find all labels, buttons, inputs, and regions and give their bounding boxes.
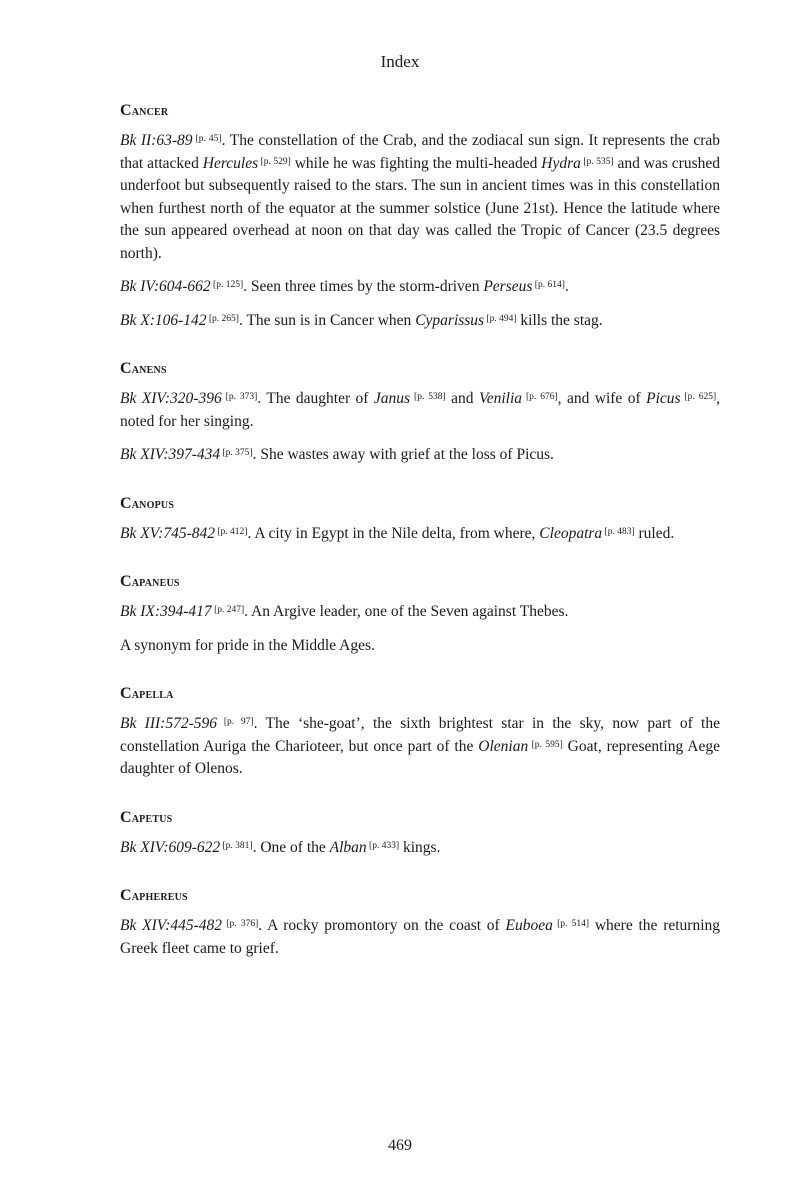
entry-paragraph xyxy=(120,388,720,433)
page-reference-link[interactable]: [p. 676] xyxy=(522,392,558,402)
index-entry xyxy=(120,101,720,332)
page-reference-link[interactable]: [p. 265] xyxy=(206,313,239,324)
italic-term: Cyparissus xyxy=(415,311,485,329)
body-text: and xyxy=(445,390,479,407)
italic-term: Perseus xyxy=(483,278,533,295)
page-reference-link[interactable]: [p. 45] xyxy=(192,134,222,144)
body-text: . Seen three times by the storm-driven xyxy=(243,278,484,295)
page-reference-link[interactable]: [p. 595] xyxy=(528,739,563,750)
body-text: . She wastes away with grief at the loss of Picus. xyxy=(252,446,554,463)
page-reference-link[interactable]: [p. 373] xyxy=(221,392,258,402)
index-entry xyxy=(120,886,720,960)
body-text: Goat, representing Aege daughter of Olenos. xyxy=(120,737,720,777)
body-text: , and wife of xyxy=(557,390,647,407)
page-reference-link[interactable]: [p. 381] xyxy=(220,840,253,851)
italic-term: Janus xyxy=(373,390,411,407)
italic-term: Bk XIV:397-434 xyxy=(120,446,221,463)
entry-title: Capella xyxy=(120,685,174,702)
body-text: . A city in Egypt in the Nile delta, from where, xyxy=(247,524,540,542)
italic-term: Hydra xyxy=(541,154,581,172)
entry-title: Capetus xyxy=(120,808,173,826)
page-number: 469 xyxy=(388,1137,412,1154)
page-reference-link[interactable]: [p. 538] xyxy=(410,392,446,402)
page-reference-link[interactable]: [p. 125] xyxy=(210,280,244,290)
body-text: , noted for her singing. xyxy=(120,390,721,430)
index-entry xyxy=(120,684,720,781)
entry-paragraph xyxy=(120,523,720,546)
body-text: and was crushed underfoot but subsequently raised to the stars. The sun in ancient times was in this constellation when furthest north of the equator at the summer solstice (June 21st). Hence the latitude where the sun appeared overhead at noon on that day was called the Tropic of Cancer (23.5 degrees north). xyxy=(120,154,721,262)
entry-paragraph xyxy=(120,915,720,960)
entry-paragraph xyxy=(120,276,720,299)
body-text: kills the stag. xyxy=(516,311,603,329)
body-text: A synonym for pride in the Middle Ages. xyxy=(120,636,375,654)
entry-paragraph xyxy=(120,713,720,781)
body-text: ruled. xyxy=(634,524,675,542)
body-text: while he was fighting the multi-headed xyxy=(290,154,542,172)
italic-term: Olenian xyxy=(478,737,529,755)
entry-title: Canopus xyxy=(120,494,175,512)
italic-term: Bk X:106-142 xyxy=(120,311,207,329)
page-reference-link[interactable]: [p. 247] xyxy=(211,605,245,615)
italic-term: Alban xyxy=(329,838,367,856)
index-entry xyxy=(120,494,720,546)
page-reference-link[interactable]: [p. 625] xyxy=(680,392,717,402)
entry-title: Cancer xyxy=(120,102,169,119)
page-reference-link[interactable]: [p. 97] xyxy=(216,717,254,727)
entry-paragraph xyxy=(120,310,720,333)
page-reference-link[interactable]: [p. 514] xyxy=(552,919,590,929)
body-text: . The sun is in Cancer when xyxy=(238,311,416,329)
index-entry xyxy=(120,808,720,860)
body-text: kings. xyxy=(399,838,441,856)
italic-term: Bk II:63-89 xyxy=(120,132,193,149)
body-text: . xyxy=(564,278,569,295)
italic-term: Hercules xyxy=(202,154,259,172)
italic-term: Bk XIV:445-482 xyxy=(120,917,223,934)
body-text: . The ‘she-goat’, the sixth brightest star in the sky, now part of the constellation Auriga the Charioteer, but once part of the xyxy=(120,715,720,755)
index-entry xyxy=(120,572,720,657)
page-reference-link[interactable]: [p. 614] xyxy=(532,280,565,290)
entry-paragraph xyxy=(120,635,720,658)
page-reference-link[interactable]: [p. 535] xyxy=(580,156,614,167)
body-text: . The daughter of xyxy=(257,390,374,407)
entry-paragraph xyxy=(120,444,720,467)
page-header: Index xyxy=(380,52,420,71)
italic-term: Venilia xyxy=(478,390,523,407)
italic-term: Bk III:572-596 xyxy=(120,715,217,732)
page-reference-link[interactable]: [p. 494] xyxy=(484,313,517,324)
italic-term: Bk XIV:609-622 xyxy=(120,838,221,856)
entry-title: Caphereus xyxy=(120,887,188,904)
entry-title: Canens xyxy=(120,360,167,377)
italic-term: Bk IV:604-662 xyxy=(120,278,211,295)
italic-term: Bk XV:745-842 xyxy=(120,524,215,542)
page-reference-link[interactable]: [p. 412] xyxy=(214,526,248,537)
page-reference-link[interactable]: [p. 375] xyxy=(220,448,253,458)
page-reference-link[interactable]: [p. 376] xyxy=(222,919,259,929)
body-text: where the returning Greek fleet came to grief. xyxy=(120,917,721,957)
entry-paragraph xyxy=(120,130,720,265)
page-reference-link[interactable]: [p. 433] xyxy=(366,840,400,851)
body-text: . A rocky promontory on the coast of xyxy=(258,917,506,934)
entry-title: Capaneus xyxy=(120,573,180,590)
body-text: . An Argive leader, one of the Seven against Thebes. xyxy=(244,603,569,620)
index-content xyxy=(120,101,720,987)
italic-term: Cleopatra xyxy=(539,524,603,542)
italic-term: Bk IX:394-417 xyxy=(120,603,212,620)
page-reference-link[interactable]: [p. 483] xyxy=(602,526,635,537)
body-text: . The constellation of the Crab, and the zodiacal sun sign. It represents the crab that attacked xyxy=(120,132,721,172)
entry-paragraph xyxy=(120,601,720,624)
index-entry xyxy=(120,359,720,467)
italic-term: Euboea xyxy=(505,917,553,934)
italic-term: Bk XIV:320-396 xyxy=(120,390,222,407)
body-text: . One of the xyxy=(252,838,330,856)
entry-paragraph xyxy=(120,837,720,860)
italic-term: Picus xyxy=(646,390,681,407)
page-reference-link[interactable]: [p. 529] xyxy=(258,156,291,167)
